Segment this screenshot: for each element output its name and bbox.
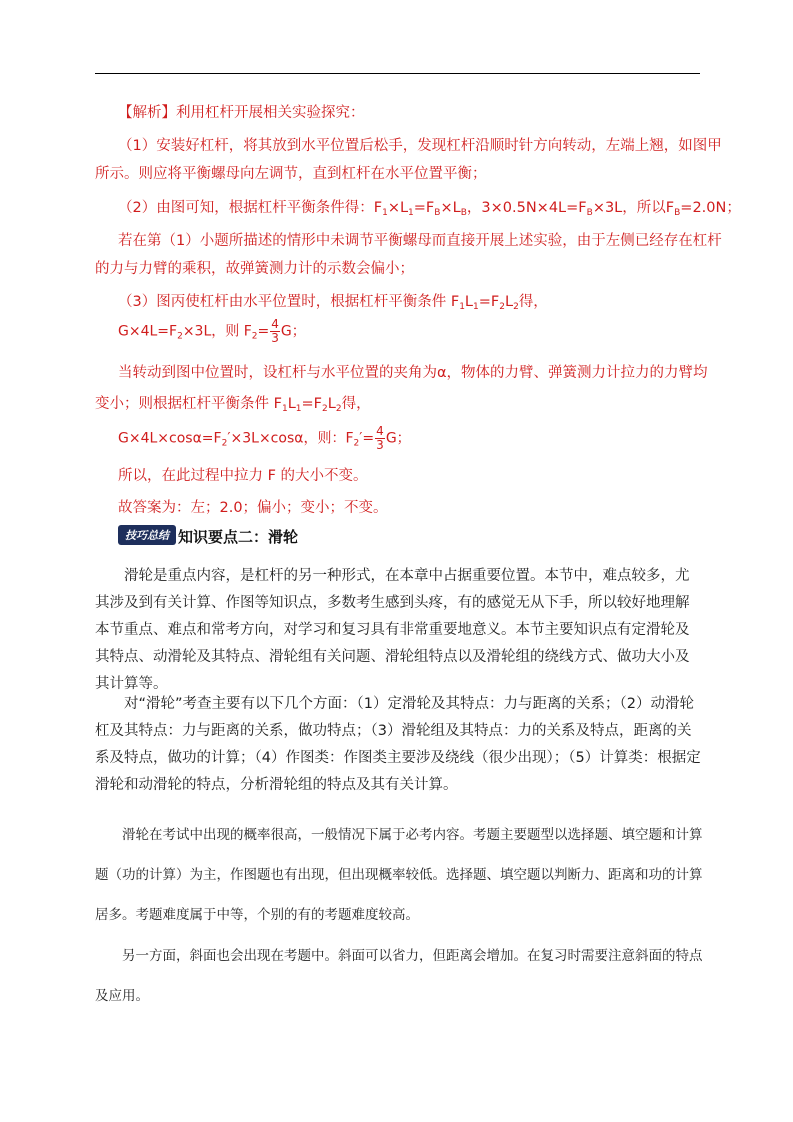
analysis-line: 若在第（1）小题所描述的情形中未调节平衡螺母而直接开展上述实验，由于左侧已经存在杠杆 [118,233,722,249]
analysis-answer: 故答案为：左；2.0；偏小；变小；不变。 [118,500,388,516]
body-paragraph: 另一方面，斜面也会出现在考题中。斜面可以省力，但距离会增加。在复习时需要注意斜面的特点及应用。 [95,948,703,1004]
fraction: $\frac{4}{3}$ [376,424,384,452]
body-paragraph: 滑轮在考试中出现的概率很高，一般情况下属于必考内容。考题主要题型以选择题、填空题和计算题（功的计算）为主，作图题也有出现，但出现概率较低。选择题、填空题以判断力、距离和功的计算居多。考题难度属于中等，个别的有的考题难度较高。 [95,827,703,923]
analysis-line: 的力与力臂的乘积，故弹簧测力计的示数会偏小； [95,261,414,277]
body-paragraph: 滑轮是重点内容，是杠杆的另一种形式，在本章中占据重要位置。本节中，难点较多，尤其涉及到有关计算、作图等知识点，多数考生感到头疼，有的感觉无从下手，所以较好地理解本节重点、难点和常考方向，对学习和复习具有非常重要地意义。本节主要知识点有定滑轮及其特点、动滑轮及其特点、滑轮组有关问题、滑轮组特点以及滑轮组的绕线方式、做功大小及其计算等。 [95,568,690,692]
analysis-equation-line: （2）由图可知，根据杠杆平衡条件得：$F_1\times L_1=F_B\times L_B$，$3\times 0.5N\times 4L=F_B\times 3L$，所以$F_B=2.0N$； [118,200,741,218]
fraction: $\frac{4}{3}$ [271,317,279,345]
analysis-fraction-line: $G\times 4L=F_2\times 3L$，则 $F_2=$ $\frac{4}{3}$ G； [118,317,306,345]
analysis-equation-line: （3）图丙使杠杆由水平位置时，根据杠杆平衡条件 $F_1L_1=F_2L_2$得， [118,294,548,312]
tips-badge: 技巧总结 [118,525,176,545]
section-heading: 知识要点二：滑轮 [178,528,299,546]
analysis-fraction-line: $G\times 4L\times\cos\alpha=F_2'\times 3L\times\cos\alpha$，则：$F_2'=$ $\frac{4}{3}$ G； [118,424,411,452]
analysis-line: 所示。则应将平衡螺母向左调节，直到杠杆在水平位置平衡； [95,166,487,182]
analysis-heading: 【解析】利用杠杆开展相关实验探究： [118,105,365,121]
body-paragraph: 对“滑轮”考查主要有以下几个方面：（1）定滑轮及其特点：力与距离的关系；（2）动滑轮杠及其特点：力与距离的关系，做功特点；（3）滑轮组及其特点：力的关系及特点，距离的关系及特点，做功的计算；（4）作图类：作图类主要涉及绕线（很少出现）；（5）计算类：根据定滑轮和动滑轮的特点，分析滑轮组的特点及其有关计算。 [95,696,701,793]
header-rule [95,73,700,74]
analysis-line: （1）安装好杠杆，将其放到水平位置后松手，发现杠杆沿顺时针方向转动，左端上翘，如图甲 [118,138,722,154]
analysis-line: 当转动到图中位置时，设杠杆与水平位置的夹角为α，物体的力臂、弹簧测力计拉力的力臂均 [118,365,708,381]
analysis-line: 所以，在此过程中拉力 F 的大小不变。 [118,468,368,484]
analysis-equation-line: 变小；则根据杠杆平衡条件 $F_1L_1=F_2L_2$得， [95,396,371,414]
